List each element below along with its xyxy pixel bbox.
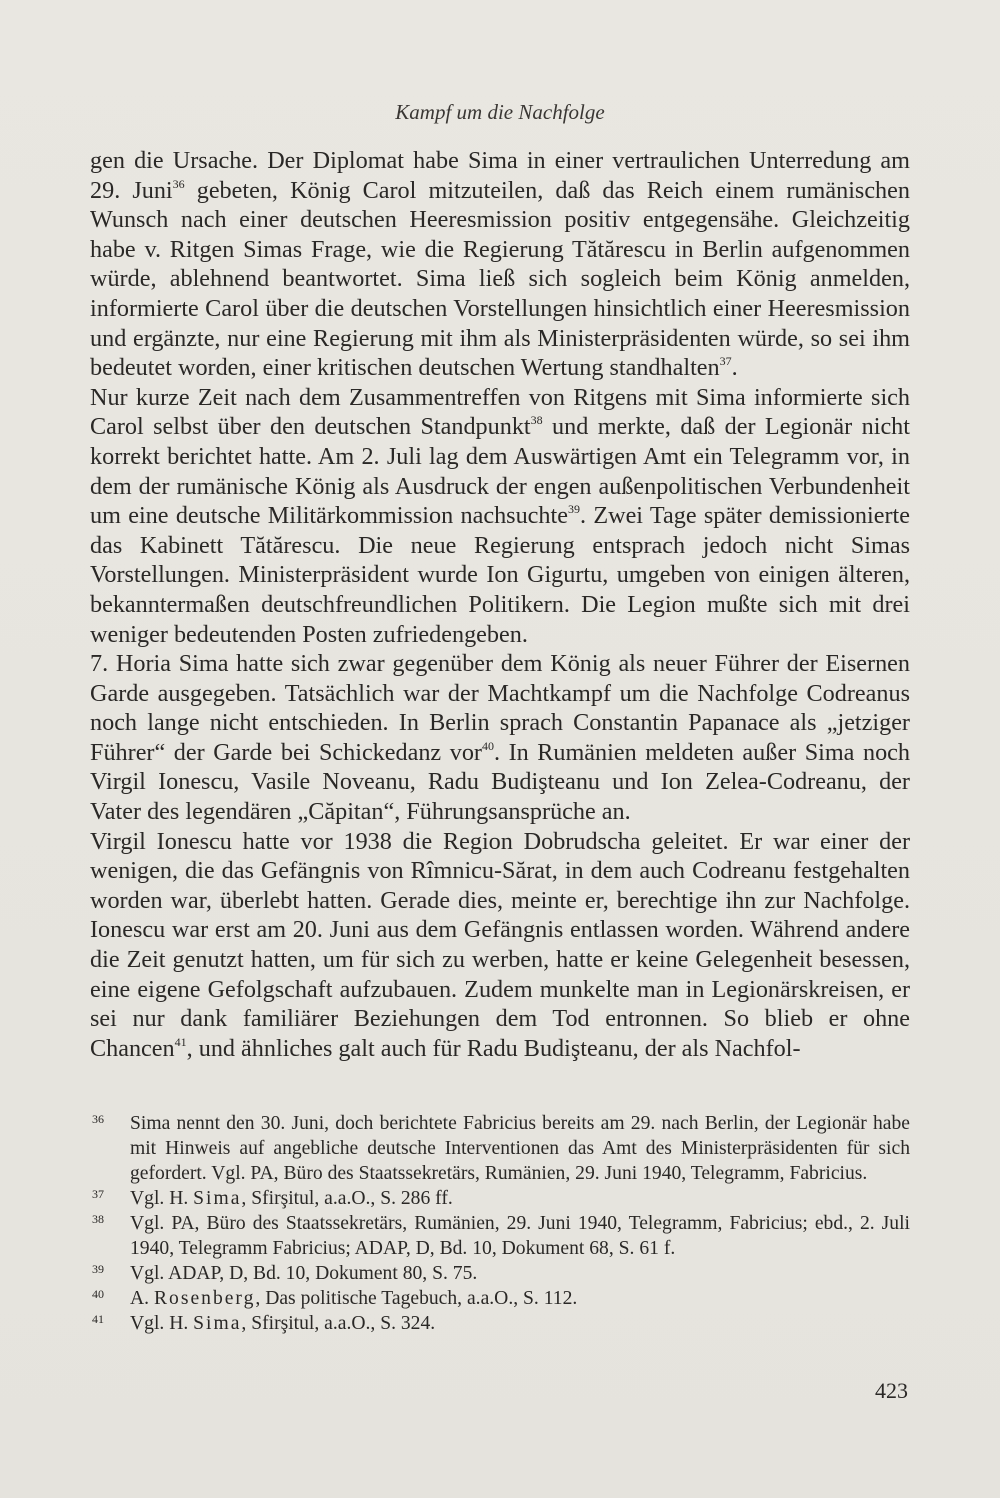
footnote-ref: 38 [530,413,543,428]
footnote-ref: 40 [481,738,494,753]
footnotes [90,1111,910,1336]
paragraph [90,827,910,1064]
footnote-number: 36 [92,1112,104,1126]
text-run: Sima nennt den 30. Juni, doch berichtete Fabricius bereits am 29. nach Berlin, der Legionär habe mit Hinweis auf angebliche deutsche Interventionen das Amt des Ministerpräsidenten für sich gefordert. Vgl. PA, Büro des Staatssekretärs, Rumänien, 29. Juni 1940, Telegramm, Fabricius. [130,1113,910,1184]
text-run: Vgl. ADAP, D, Bd. 10, Dokument 80, S. 75. [130,1263,478,1284]
text-run: Vgl. H. [130,1188,194,1209]
footnote-ref: 37 [719,354,732,369]
footnote-number: 37 [92,1187,104,1201]
footnote-ref: 41 [174,1034,187,1049]
text-run: gen die Ursache. Der Diplomat habe Sima in einer vertraulichen Unterredung am 29. Juni [90,147,910,204]
footnote [90,1186,910,1211]
text-run: , Das politische Tagebuch, a.a.O., S. 112. [255,1288,578,1309]
text-run: . In Rumänien meldeten außer Sima noch Virgil Ionescu, Vasile Noveanu, Radu Budişteanu und Ion Zelea-Codreanu, der Vater des legendären „Căpitan“, Führungsansprüche an. [90,738,910,826]
footnote [90,1261,910,1286]
footnote [90,1211,910,1261]
text-run: Vgl. PA, Büro des Staatssekretärs, Rumänien, 29. Juni 1940, Telegramm, Fabricius; ebd., 2. Juli 1940, Telegramm Fabricius; ADAP, D, Bd. 10, Dokument 68, S. 61 f. [130,1213,910,1259]
text-run: Nur kurze Zeit nach dem Zusammentreffen von Ritgens mit Sima informierte sich Carol selbst über den deutschen Standpunkt [90,383,910,441]
footnote [90,1311,910,1336]
page-number: 423 [875,1378,908,1403]
footnote-ref: 36 [172,176,185,191]
paragraph [90,383,910,649]
text-run: , Sfirşitul, a.a.O., S. 324. [241,1313,436,1334]
text-run: Vgl. H. [130,1313,194,1334]
text-run: . Zwei Tage später demissionierte das Kabinett Tătărescu. Die neue Regierung entsprach jedoch nicht Simas Vorstellungen. Ministerpräsident wurde Ion Gigurtu, umgeben von einigen älteren, bekanntermaßen deutschfreundlichen Politikern. Die Legion mußte sich mit drei weniger bedeutenden Posten zufriedengeben. [90,502,910,648]
body-text [90,146,910,1063]
text-run: und merkte, daß der Legionär nicht korrekt berichtet hatte. Am 2. Juli lag dem Auswärtigen Amt ein Telegramm vor, in dem der rumänische König als Ausdruck der engen außenpolitischen Verbundenheit um eine deutsche Militärkommission nachsuchte [90,413,910,530]
running-header: Kampf um die Nachfolge [395,100,605,124]
paragraph [90,649,910,827]
footnote-number: 40 [92,1287,104,1301]
footnote-number: 38 [92,1212,104,1226]
author-name: Sima [193,1188,242,1209]
text-run: Virgil Ionescu hatte vor 1938 die Region Dobrudscha geleitet. Er war einer der wenigen, die das Gefängnis von Rîmnicu-Sărat, in dem auch Codreanu festgehalten worden war, überlebt hatten. Gerade dies, meinte er, berechtige ihn zur Nachfolge. Ionescu war erst am 20. Juni aus dem Gefängnis entlassen worden. Während andere die Zeit genutzt hatten, um für sich zu werben, hatte er keine Gelegenheit besessen, eine eigene Gefolgschaft aufzubauen. Zudem munkelte man in Legionärskreisen, er sei nur dank familiärer Beziehungen dem Tod entronnen. So blieb er ohne Chancen [90,827,910,1062]
footnote-number: 41 [92,1312,104,1326]
text-run: , Sfirşitul, a.a.O., S. 286 ff. [241,1188,453,1209]
author-name: Sima [193,1313,242,1334]
text-run: gebeten, König Carol mitzuteilen, daß das Reich einem rumänischen Wunsch nach einer deutschen Heeresmission positiv entgegensähe. Gleichzeitig habe v. Ritgen Simas Frage, wie die Regierung Tătărescu in Berlin aufgenommen würde, ablehnend beantwortet. Sima ließ sich sogleich beim König anmelden, informierte Carol über die deutschen Vorstellungen hinsichtlich einer Heeresmission und ergänzte, nur eine Regierung mit ihm als Ministerpräsidenten würde, so sei ihm bedeutet worden, einer kritischen deutschen Wertung standhalten [90,176,910,382]
paragraph [90,146,910,383]
text-run: A. [130,1288,154,1309]
footnote-ref: 39 [567,502,580,517]
footnote [90,1286,910,1311]
footnote [90,1111,910,1186]
footnote-number: 39 [92,1262,104,1276]
text-run: . [731,354,738,382]
author-name: Rosenberg [153,1288,256,1309]
text-run: 7. Horia Sima hatte sich zwar gegenüber dem König als neuer Führer der Eisernen Garde ausgegeben. Tatsächlich war der Machtkampf um die Nachfolge Codreanus noch lange nicht entschieden. In Berlin sprach Constantin Papanace als „jetziger Führer“ der Garde bei Schickedanz vor [90,650,910,766]
text-run: , und ähnliches galt auch für Radu Budişteanu, der als Nachfol- [186,1034,801,1062]
